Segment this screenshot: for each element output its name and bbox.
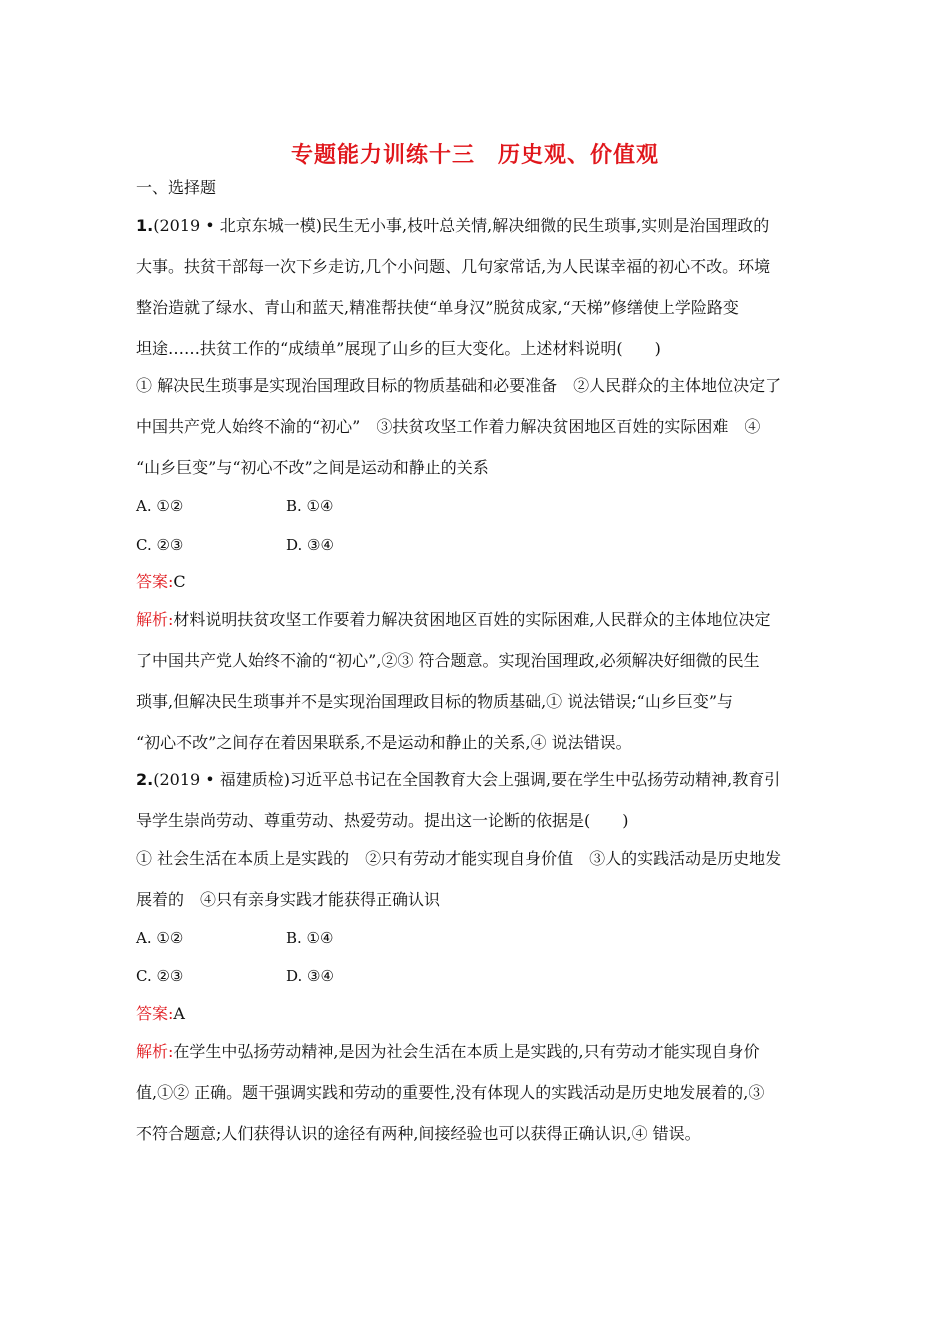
q1-analysis-line-4: “初心不改”之间存在着因果联系,不是运动和静止的关系,④ 说法错误。 [136,733,632,752]
document-title: 专题能力训练十三 历史观、价值观 [290,143,659,168]
q1-line-1: 1.(2019 • 北京东城一模)民生无小事,枝叶总关情,解决细微的民生琐事,实则是治国理政的 [136,216,770,235]
q2-number: 2. [136,770,154,789]
q1-option-c: C. ②③ [136,536,184,554]
q1-option-b: B. ①④ [286,497,334,515]
q1-option-d: D. ③④ [286,536,334,554]
q1-answer: 答案:C [136,572,186,591]
q2-analysis-line-3: 不符合题意;人们获得认识的途径有两种,间接经验也可以获得正确认识,④ 错误。 [136,1124,701,1143]
q2-option-b: B. ①④ [286,929,334,947]
q1-line-6: 中国共产党人始终不渝的“初心” ③扶贫攻坚工作着力解决贫困地区百姓的实际困难 ④ [136,417,761,436]
q2-line-1: 2.(2019 • 福建质检)习近平总书记在全国教育大会上强调,要在学生中弘扬劳动精神,教育引 [136,770,781,789]
q2-answer: 答案:A [136,1004,185,1023]
q1-option-a: A. ①② [136,497,184,515]
q1-line-4: 坦途……扶贫工作的“成绩单”展现了山乡的巨大变化。上述材料说明( ) [136,339,661,358]
q2-line-4: 展着的 ④只有亲身实践才能获得正确认识 [136,890,441,909]
q1-line-2: 大事。扶贫干部每一次下乡走访,几个小问题、几句家常话,为人民谋幸福的初心不改。环境 [136,257,771,276]
q1-line-7: “山乡巨变”与“初心不改”之间是运动和静止的关系 [136,458,489,477]
q1-line-3: 整治造就了绿水、青山和蓝天,精准帮扶使“单身汉”脱贫成家,“天梯”修缮使上学险路变 [136,298,739,317]
q2-option-d: D. ③④ [286,967,334,985]
q1-number: 1. [136,216,154,235]
q1-line-5: ① 解决民生琐事是实现治国理政目标的物质基础和必要准备 ②人民群众的主体地位决定了 [136,376,782,395]
q2-analysis-line-1: 解析:在学生中弘扬劳动精神,是因为社会生活在本质上是实践的,只有劳动才能实现自身价 [136,1042,760,1061]
q1-analysis-line-3: 琐事,但解决民生琐事并不是实现治国理政目标的物质基础,① 说法错误;“山乡巨变”与 [136,692,734,711]
section-heading: 一、选择题 [136,178,217,197]
q1-analysis-line-2: 了中国共产党人始终不渝的“初心”,②③ 符合题意。实现治国理政,必须解决好细微的民生 [136,651,760,670]
q2-option-c: C. ②③ [136,967,184,985]
q2-analysis-line-2: 值,①② 正确。题干强调实践和劳动的重要性,没有体现人的实践活动是历史地发展着的,③ [136,1083,765,1102]
q2-option-a: A. ①② [136,929,184,947]
q2-line-3: ① 社会生活在本质上是实践的 ②只有劳动才能实现自身价值 ③人的实践活动是历史地发 [136,849,782,868]
q2-line-2: 导学生崇尚劳动、尊重劳动、热爱劳动。提出这一论断的依据是( ) [136,811,629,830]
q1-analysis-line-1: 解析:材料说明扶贫攻坚工作要着力解决贫困地区百姓的实际困难,人民群众的主体地位决定 [136,610,771,629]
